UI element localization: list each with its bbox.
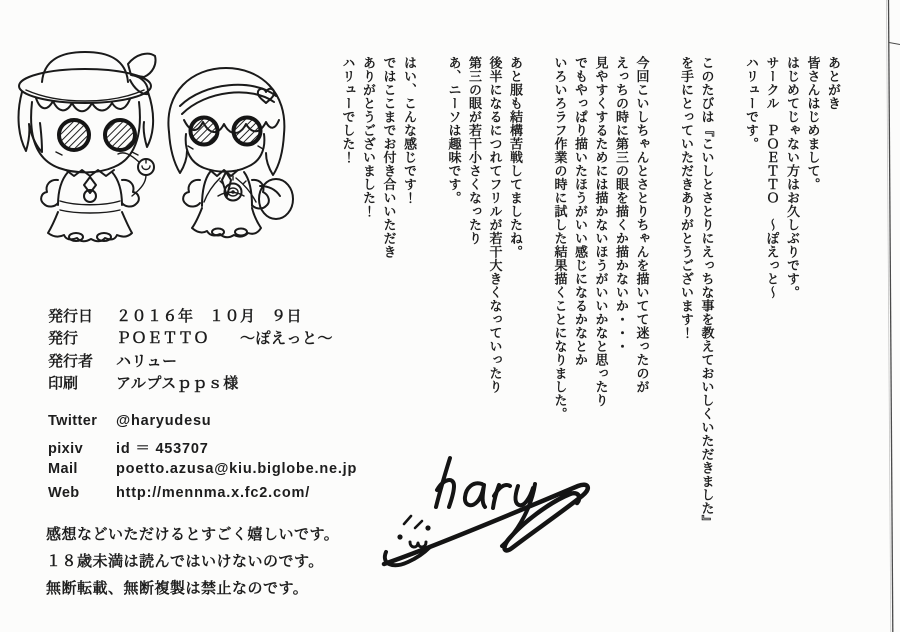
info-value: http://mennma.x.fc2.com/ xyxy=(116,484,311,501)
afterword-line: サークル ＰＯＥＴＴＯ ～ぽえっと～ xyxy=(764,56,780,299)
info-row xyxy=(48,327,333,349)
signature xyxy=(366,446,601,591)
info-row xyxy=(48,413,357,437)
afterword-line: ハリューです。 xyxy=(744,56,759,151)
smiley-doodle xyxy=(385,516,431,565)
info-row xyxy=(48,461,357,485)
publication-info xyxy=(48,305,333,395)
afterword-line: を手にとっていただきありがとうございます！ xyxy=(679,56,694,340)
afterword-block xyxy=(741,56,844,558)
info-row xyxy=(48,372,333,394)
info-label: 発行者 xyxy=(48,352,94,370)
afterword-line: ハリューでした！ xyxy=(340,56,356,164)
info-value: ２０１６年 １０月 ９日 xyxy=(116,308,303,325)
afterword-line: はい、こんな感じです！ xyxy=(402,56,417,205)
afterword-line: でもやっぱり描いたほうがいい感じになるかなとか xyxy=(573,56,588,367)
info-label: Web xyxy=(48,484,80,501)
info-value: アルプスｐｐｓ様 xyxy=(116,375,239,393)
info-value: poetto.azusa@kiu.biglobe.ne.jp xyxy=(116,460,358,477)
info-row xyxy=(48,485,357,509)
afterword-line: 今回こいしちゃんとさとりちゃんを描いてて迷ったのが xyxy=(634,56,650,394)
note-line: １８歳未満は読んではいけないのです。 xyxy=(46,553,324,570)
afterword-line: ありがとうございました！ xyxy=(361,56,376,218)
afterword-line: あと服も結構苦戦してましたね。 xyxy=(508,56,523,259)
note-line: 感想などいただけるとすごく嬉しいです。 xyxy=(46,526,340,543)
afterword-line: 見やすくするためには描かないほうがいいかなと思ったり xyxy=(593,56,609,407)
afterword-line: 後半になるにつれてフリルが若干大きくなっていったり xyxy=(487,56,503,394)
info-row xyxy=(48,350,333,372)
afterword-line: 皆さんはじめまして。 xyxy=(805,56,821,191)
chibi-left-character-illustration xyxy=(19,52,156,241)
info-label: pixiv xyxy=(48,440,84,457)
info-row xyxy=(48,437,357,461)
info-row xyxy=(48,305,333,327)
afterword-line: 第三の眼が若干小さくなったり xyxy=(467,56,482,245)
afterword-line: あ、ニーソは趣味です。 xyxy=(446,56,462,205)
info-label: Twitter xyxy=(48,413,98,429)
afterword-line: えっちの時に第三の眼を描くか描かないか・・・ xyxy=(614,56,629,353)
afterword-line: ではここまでお付き合いいただき xyxy=(381,56,397,259)
info-label: 発行日 xyxy=(48,308,94,325)
chibi-illustration xyxy=(14,46,339,286)
contact-info xyxy=(48,413,357,509)
afterword-line: いろいろラフ作業の時に試した結果描くことになりました。 xyxy=(552,56,568,421)
info-value: @haryudesu xyxy=(116,413,212,429)
info-value: ＰＯＥＴＴＯ ～ぽえっと～ xyxy=(116,330,334,348)
info-label: 発行 xyxy=(48,330,79,348)
info-label: Mail xyxy=(48,460,78,477)
afterword-block xyxy=(676,56,717,558)
afterword-line: このたびは『こいしとさとりにえっちな事を教えておいしくいただきました』 xyxy=(699,56,715,529)
note-line: 無断転載、無断複製は禁止なのです。 xyxy=(46,580,309,597)
chibi-right-character-illustration xyxy=(168,68,293,237)
afterword-line: あとがき xyxy=(826,56,841,110)
info-label: 印刷 xyxy=(48,375,79,393)
info-value: id ＝ 453707 xyxy=(116,440,209,457)
info-value: ハリュー xyxy=(116,352,178,370)
notes xyxy=(46,521,339,602)
afterword-line: はじめてじゃない方はお久しぶりです。 xyxy=(785,56,800,299)
